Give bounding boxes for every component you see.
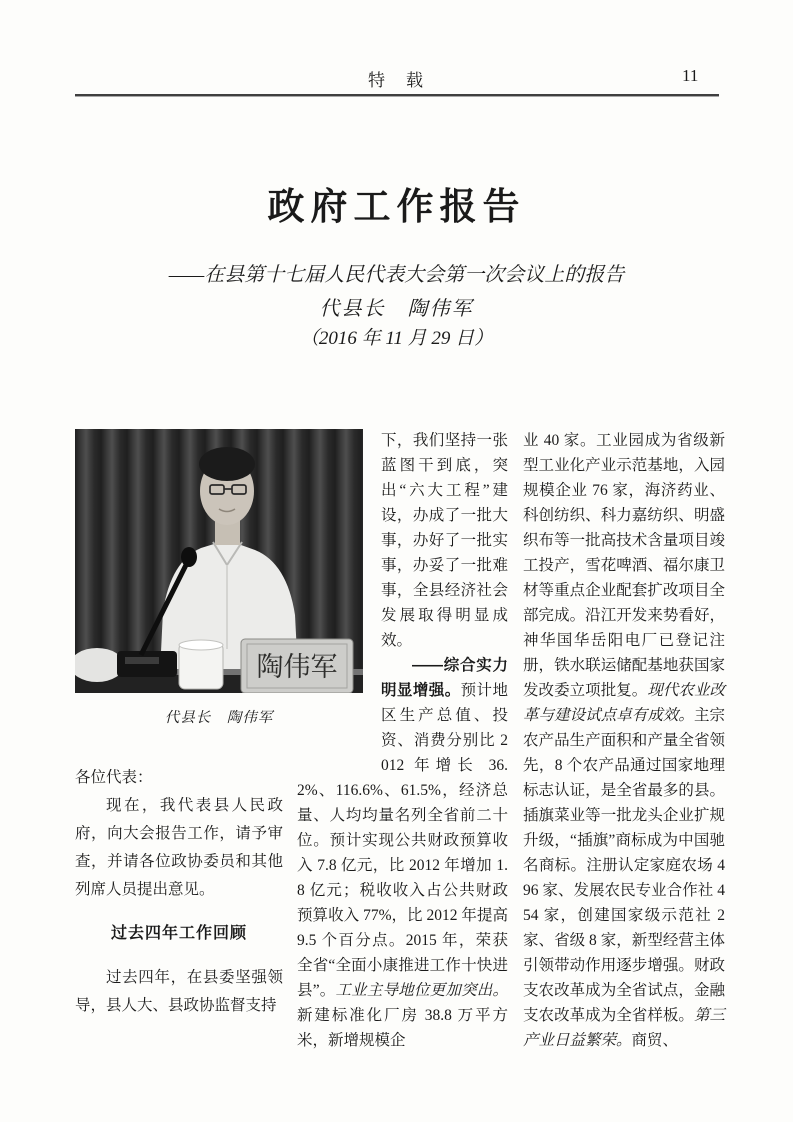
section-heading: 过去四年工作回顾 (110, 925, 247, 942)
text-segment: 新建标准化厂房 38.8 万平方米，新增规模企 (297, 1007, 508, 1049)
salutation: 各位代表： (75, 769, 153, 786)
hair-shape (199, 447, 255, 481)
page-title: 政府工作报告 (267, 187, 526, 228)
photo-wrap-spacer (297, 428, 381, 754)
text-segment: 现代农业改革与建设试点卓有成效。 (523, 682, 725, 724)
microphone-base-detail (125, 657, 159, 664)
text-segment: 商贸、 (631, 1032, 679, 1049)
placard-name-text: 陶伟军 (256, 652, 338, 682)
text-segment: 主宗农产品生产面积和产量全省领先，8 个农产品通过国家地理标志认证，是全省最多的县。插旗菜业等一批龙头企业扩规升级，“插旗”商标成为中国驰名商标。注册认定家庭农场 496 家、发展农民专业合作社 454 家，创建国家级示范社 2 家、省级 8 家，新型经营主体引领带动作用逐步增强。财政支农改革成为全省试点，金融支农改革成为全省样板。 (523, 707, 725, 1024)
microphone-head (181, 547, 197, 567)
header-rule (75, 94, 719, 97)
cup-rim (179, 640, 223, 650)
date-line: （2016 年 11 月 29 日） (299, 328, 494, 349)
text-segment: 业 40 家。工业园成为省级新型工业化产业示范基地，入园规模企业 76 家，海济药业、科创纺织、科力嘉纺织、明盛织布等一批高技术含量项目竣工投产，雪花啤酒、福尔康卫材等重点企业配套扩改项目全部完成。沿江开发来势看好，神华国华岳阳电厂已登记注册，铁水联运储配基地获国家发改委立项批复。 (523, 432, 725, 699)
paragraph-review-start: 过去四年，在县委坚强领导，县人大、县政协监督支持 (75, 969, 283, 1014)
report-subtitle: ——在县第十七届人民代表大会第一次会议上的报告 (168, 264, 625, 286)
text-segment: 预计地区生产总值、投资、消费分别比 2012 年增长 36.2%、116.6%、61.5%，经济总量、人均均量名列全省前二十位。预计实现公共财政预算收入 7.8 亿元，比 2012 年增加 1.8 亿元；税收收入占公共财政预算收入 77%，比 2012 年提高 9.5 个百分点。2015 年，荣获全省“全面小康推进工作十快进县”。 (297, 682, 508, 999)
right-column (523, 428, 725, 1053)
text-segment: 第三产业日益繁荣。 (523, 1007, 725, 1049)
photo-caption: 代县长 陶伟军 (164, 710, 274, 726)
middle-column (297, 428, 508, 1053)
left-column (75, 752, 283, 1020)
text-segment: 下，我们坚持一张蓝图干到底，突出“六大工程”建设，办成了一批大事，办好了一批实事，办妥了一批难事，全县经济社会发展取得明显成效。 (381, 432, 508, 649)
page-number: 11 (682, 66, 699, 85)
paragraph-intro: 现在，我代表县人民政府，向大会报告工作，请予审查，并请各位政协委员和其他列席人员提出意见。 (75, 797, 283, 898)
text-segment: ——综合实力明显增强。 (381, 657, 508, 699)
text-segment: 工业主导地位更加突出。 (335, 982, 508, 999)
paragraph-industry-agriculture (523, 428, 725, 1053)
section-label: 特 载 (368, 71, 425, 90)
author-line: 代县长 陶伟军 (319, 298, 474, 320)
